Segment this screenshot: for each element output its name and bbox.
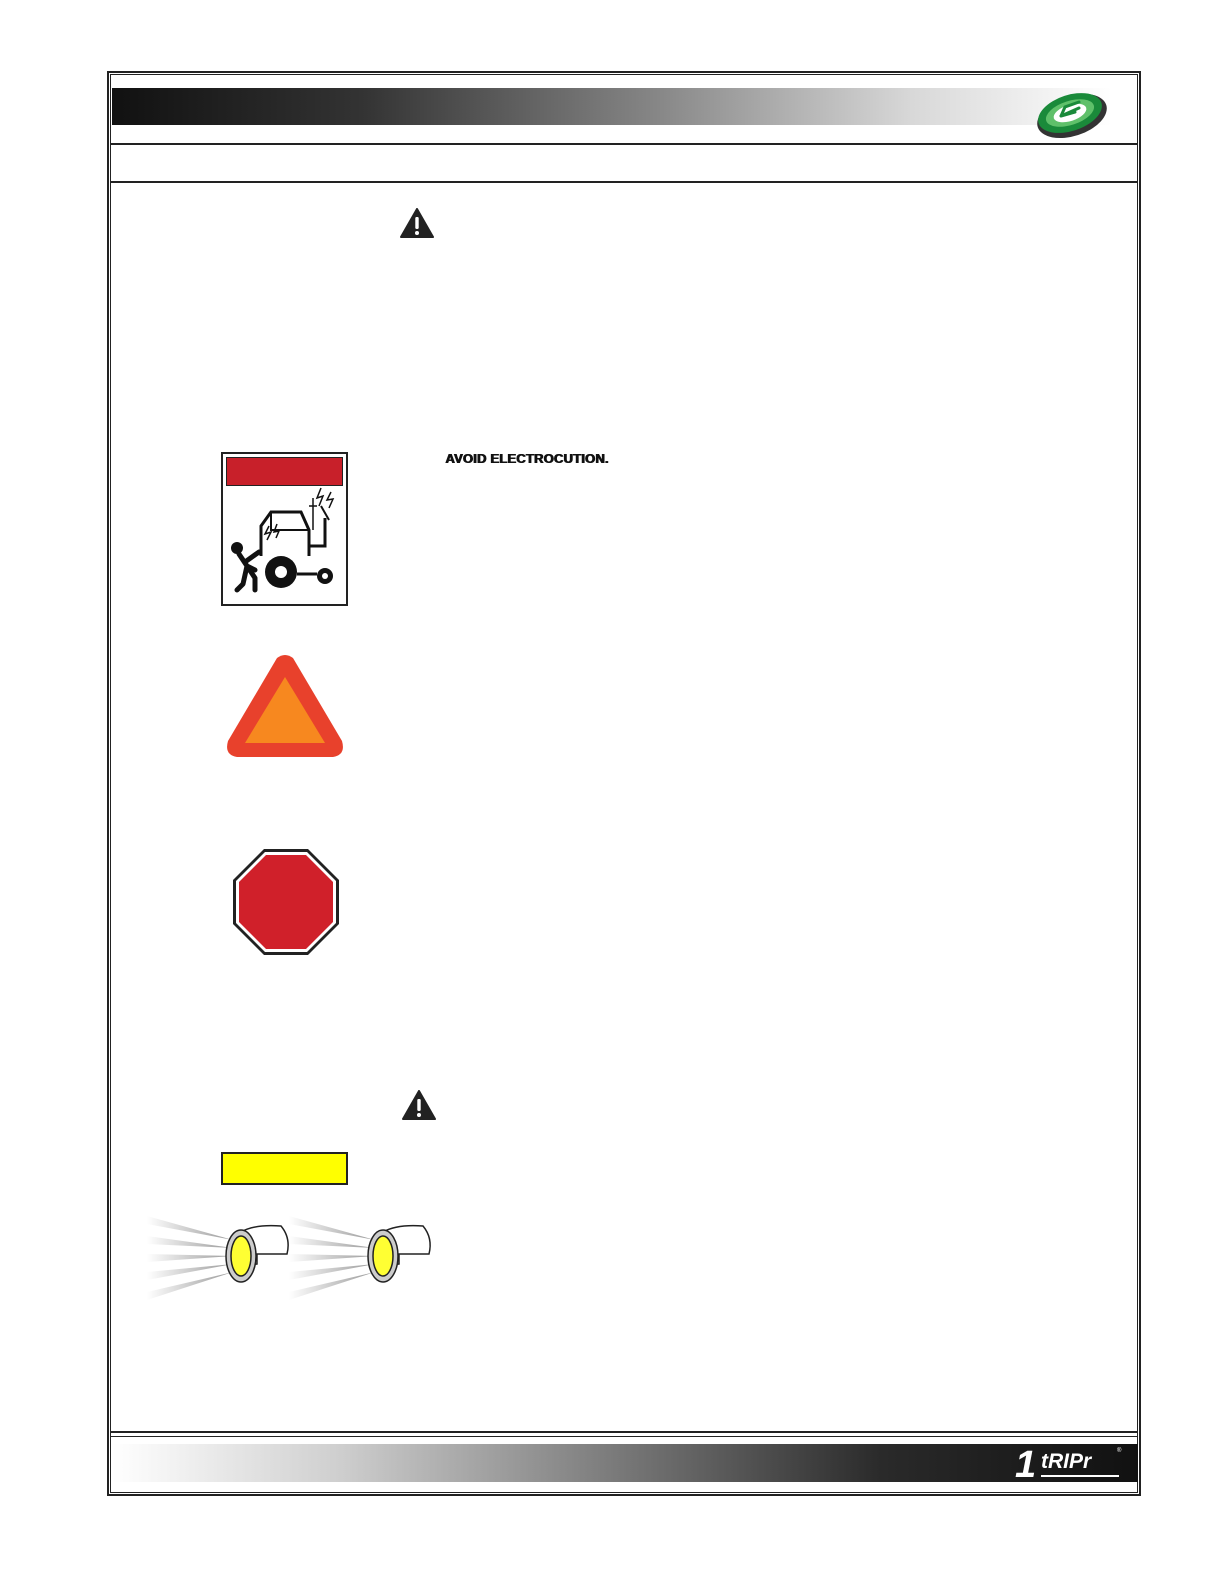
footer-rule-2 xyxy=(110,1436,1138,1437)
danger-header-bar xyxy=(226,457,343,486)
brand-underline xyxy=(1041,1475,1119,1477)
header-rule-2 xyxy=(110,181,1138,183)
footer-rule-1 xyxy=(110,1431,1138,1433)
electrocution-pictogram-icon xyxy=(225,486,344,602)
warning-triangle-icon xyxy=(400,208,434,238)
brand-word: tRIPr xyxy=(1041,1450,1092,1473)
warning-triangle-icon xyxy=(402,1090,436,1120)
light-left xyxy=(147,1216,288,1300)
stop-sign-icon xyxy=(232,848,340,956)
brand-mark: ® xyxy=(1117,1448,1122,1454)
header-rule-1 xyxy=(110,143,1138,145)
brand-numeral: 1 xyxy=(1015,1444,1035,1486)
header-gradient-band xyxy=(112,88,1112,125)
flashing-lights-icon xyxy=(145,1212,435,1304)
danger-decal xyxy=(221,452,348,606)
footer-brand-logo xyxy=(1013,1444,1123,1486)
caution-decal xyxy=(221,1152,348,1185)
footer-gradient-band xyxy=(112,1444,1138,1482)
header-logo-icon xyxy=(1032,86,1112,142)
slow-moving-vehicle-icon xyxy=(225,655,345,759)
light-right xyxy=(289,1216,430,1300)
electrocution-heading: AVOID ELECTROCUTION. xyxy=(445,451,609,466)
